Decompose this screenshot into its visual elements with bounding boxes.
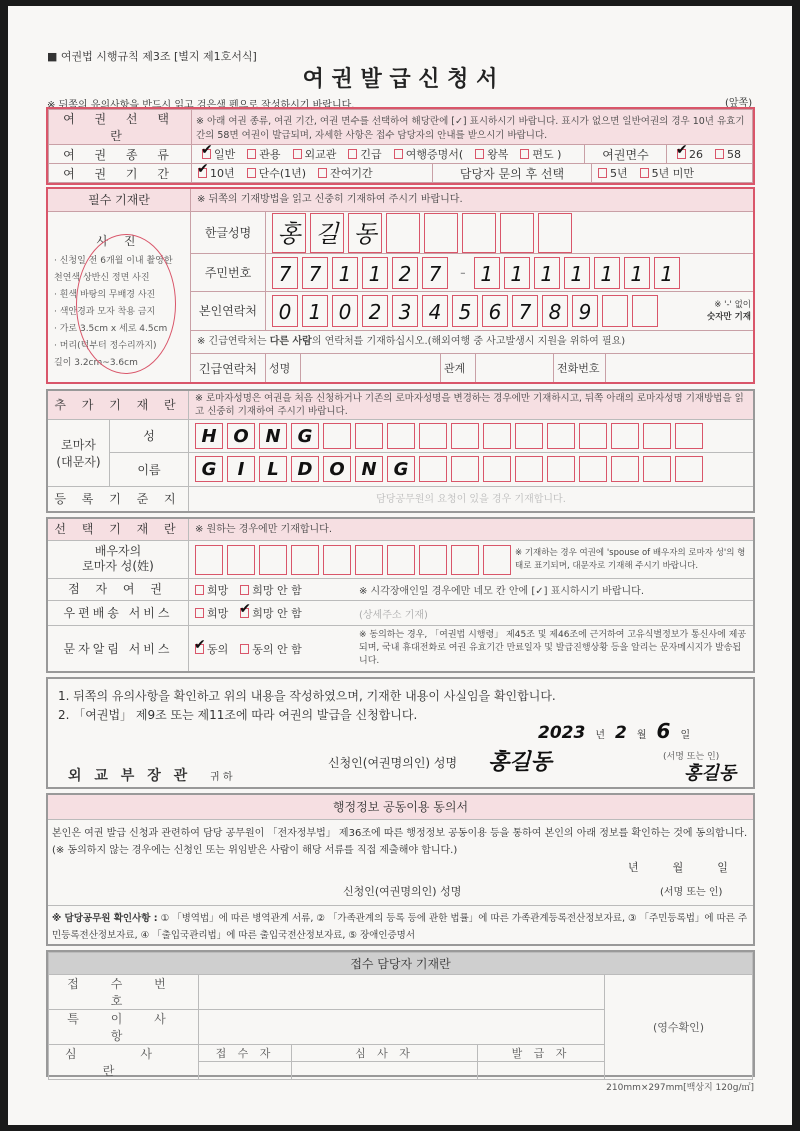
consent-title: 행정정보 공동이용 동의서 xyxy=(48,795,753,820)
spouse-char-box[interactable] xyxy=(355,545,383,575)
checkbox[interactable] xyxy=(348,149,357,159)
option-label: 단수(1년) xyxy=(258,167,307,180)
spouse-surname-input[interactable] xyxy=(195,545,515,575)
char-box[interactable] xyxy=(643,423,671,449)
option-types[interactable] xyxy=(241,148,280,161)
checkbox[interactable] xyxy=(394,149,403,159)
remarks-field xyxy=(199,1010,605,1045)
period-label: 여 권 기 간 xyxy=(49,164,192,183)
char-box[interactable]: 1 xyxy=(362,257,388,289)
applicant-signature[interactable]: 홍길동 xyxy=(684,763,737,784)
option-mail[interactable] xyxy=(234,607,302,620)
remarks-label: 특 이 사 항 xyxy=(49,1010,199,1045)
selection-label: 여 권 선 택 란 xyxy=(49,110,192,145)
emergency-notice-pre: ※ 긴급연락처는 xyxy=(197,336,270,347)
em-name-input[interactable] xyxy=(301,354,441,382)
photo-guideline: · 색안경과 모자 착용 금지 xyxy=(54,307,156,317)
spouse-char-box[interactable] xyxy=(195,545,223,575)
char-box[interactable] xyxy=(451,456,479,482)
char-box[interactable] xyxy=(515,456,543,482)
option-mail[interactable] xyxy=(189,607,228,620)
receiver-field xyxy=(199,1062,292,1080)
header-notice: ※ 뒤쪽의 유의사항을 반드시 읽고 검은색 펜으로 작성하시기 바랍니다. xyxy=(47,100,355,111)
option-label: 편도 ) xyxy=(532,148,562,161)
day-unit: 일 xyxy=(680,730,691,741)
option-label: 긴급 xyxy=(360,148,382,161)
reviewer-label: 심 사 자 xyxy=(292,1045,478,1062)
consent-applicant-label: 신청인(여권명의인) 성명 xyxy=(343,885,462,898)
char-box[interactable] xyxy=(611,423,639,449)
staff-section xyxy=(46,950,755,1077)
page-side: (앞쪽) xyxy=(725,98,753,109)
checkbox[interactable] xyxy=(198,168,207,178)
option-label: 희망 xyxy=(207,583,229,597)
char-box[interactable]: 3 xyxy=(392,295,418,327)
required-section xyxy=(46,187,755,384)
option-label: 10년 xyxy=(210,167,235,180)
char-box[interactable] xyxy=(419,423,447,449)
photo-guideline: · 머리(턱부터 정수리까지) xyxy=(54,341,157,351)
char-box[interactable]: L xyxy=(259,456,287,482)
mail-row xyxy=(189,601,753,626)
required-label: 필수 기재란 xyxy=(48,189,191,212)
optional-label: 선 택 기 재 란 xyxy=(48,519,189,541)
char-box[interactable]: G xyxy=(195,456,223,482)
char-box[interactable]: 홍 xyxy=(272,213,306,253)
option-types[interactable] xyxy=(196,148,235,161)
pages-label: 여권면수 xyxy=(584,145,666,164)
braille-label: 점 자 여 권 xyxy=(48,579,189,601)
char-box[interactable]: O xyxy=(323,456,351,482)
checkbox[interactable] xyxy=(640,168,649,178)
emergency-notice-bold: 다른 사람 xyxy=(269,336,312,347)
option-label: 일반 xyxy=(214,148,236,161)
option-label: 희망 안 함 xyxy=(252,583,302,597)
phone-label: 본인연락처 xyxy=(191,292,266,330)
option-label: 5년 미만 xyxy=(651,167,694,180)
char-box[interactable] xyxy=(424,213,458,253)
period-options xyxy=(192,164,753,183)
application-date[interactable] xyxy=(538,719,690,743)
sms-note: ※ 동의하는 경우, 「여권법 시행령」 제45조 및 제46조에 근거하여 고유식별정보가 통신사에 제공되며, 국내 휴대전화로 여권 유효기간 만료일자 및 발급진행상황 등을 알리는 문자메시지가 발송됩니다. xyxy=(359,630,747,666)
sms-row xyxy=(189,626,753,671)
char-box[interactable]: 5 xyxy=(452,295,478,327)
char-box[interactable]: 동 xyxy=(348,213,382,253)
char-box[interactable] xyxy=(462,213,496,253)
checkbox[interactable] xyxy=(240,608,249,618)
char-box[interactable] xyxy=(602,295,628,327)
type-label: 여 권 종 류 xyxy=(49,145,192,164)
option-types[interactable] xyxy=(287,148,337,161)
official-check-items xyxy=(48,905,753,944)
rrn-label: 주민번호 xyxy=(191,254,266,291)
option-pages[interactable] xyxy=(709,148,741,161)
official-check-title: ※ 담당공무원 확인사항 : xyxy=(52,913,158,924)
emergency-label: 긴급연락처 xyxy=(191,354,266,382)
char-box[interactable] xyxy=(632,295,658,327)
char-box[interactable]: 7 xyxy=(512,295,538,327)
char-box[interactable]: G xyxy=(291,423,319,449)
char-box[interactable] xyxy=(515,423,543,449)
char-box[interactable] xyxy=(611,456,639,482)
char-box[interactable]: 1 xyxy=(654,257,680,289)
char-box[interactable]: O xyxy=(227,423,255,449)
option-consult[interactable] xyxy=(634,165,694,181)
rrn-dash: - xyxy=(460,263,466,282)
option-braille[interactable] xyxy=(189,584,228,597)
char-box[interactable]: 8 xyxy=(542,295,568,327)
char-box[interactable] xyxy=(643,456,671,482)
char-box[interactable] xyxy=(547,456,575,482)
review-label: 심 사 란 xyxy=(49,1045,199,1080)
month-unit: 월 xyxy=(636,730,647,741)
char-box[interactable] xyxy=(483,456,511,482)
addressee: 외 교 부 장 관 xyxy=(68,768,192,784)
mail-label: 우편배송 서비스 xyxy=(48,601,189,626)
option-label: 26 xyxy=(688,147,703,161)
spouse-char-box[interactable] xyxy=(227,545,255,575)
checkbox[interactable] xyxy=(520,149,529,159)
option-label: 희망 안 함 xyxy=(252,607,302,620)
checkbox[interactable] xyxy=(195,608,204,618)
char-box[interactable]: 1 xyxy=(332,257,358,289)
roman-label: 로마자 xyxy=(61,438,96,452)
char-box[interactable]: N xyxy=(259,423,287,449)
option-label: 잔여기간 xyxy=(330,167,373,180)
selection-notice: ※ 아래 여권 종류, 여권 기간, 여권 면수를 선택하여 해당란에 [✓] 표시하시기 바랍니다. 표시가 없으면 일반여권의 경우 10년 유효기간의 58면 여권이 발급되며, 자세한 사항은 접수 담당자의 안내를 받으시기 바랍니다. xyxy=(192,110,753,145)
braille-row xyxy=(189,579,753,601)
declaration-section xyxy=(46,677,755,789)
option-periods[interactable] xyxy=(312,165,373,181)
char-box[interactable]: I xyxy=(227,456,255,482)
issuer-label: 발 급 자 xyxy=(478,1045,605,1062)
spouse-label-2: 로마자 성(姓) xyxy=(82,559,154,573)
char-box[interactable] xyxy=(675,456,703,482)
honorific: 귀 하 xyxy=(210,772,233,783)
option-label: 희망 xyxy=(207,607,229,620)
checkbox[interactable] xyxy=(202,149,211,159)
checkbox[interactable] xyxy=(677,149,686,159)
checkbox[interactable] xyxy=(240,644,249,654)
spouse-char-box[interactable] xyxy=(259,545,287,575)
surname-input[interactable] xyxy=(189,420,753,453)
option-label: 5년 xyxy=(610,167,628,180)
checkbox[interactable] xyxy=(195,644,204,654)
photo-guideline: 길이 3.2cm~3.6cm xyxy=(54,358,138,368)
receipt-no-field xyxy=(199,975,605,1010)
option-types[interactable] xyxy=(342,148,381,161)
staff-title: 접수 담당자 기재란 xyxy=(49,953,753,975)
issuer-field xyxy=(478,1062,605,1080)
optional-section xyxy=(46,517,755,673)
rrn-input[interactable] xyxy=(266,257,684,289)
option-label: 외교관 xyxy=(304,148,337,161)
char-box[interactable]: 7 xyxy=(272,257,298,289)
korean-name-input[interactable] xyxy=(266,213,576,253)
official-check-body: ① 「병역법」에 따른 병역관계 서류, ② 「가족관계의 등록 등에 관한 법률」에 따른 가족관계등록전산정보자료, ③ 「주민등록법」에 따른 주민등록전산정보자료, ④ 「출입국관리법」에 따른 출입국전산정보자료, ⑤ 장애인증명서 xyxy=(52,913,748,941)
year-unit: 년 xyxy=(595,730,605,741)
char-box[interactable]: 1 xyxy=(534,257,560,289)
char-box[interactable]: 2 xyxy=(392,257,418,289)
char-box[interactable]: 7 xyxy=(302,257,328,289)
char-box[interactable]: N xyxy=(355,456,383,482)
char-box[interactable]: 4 xyxy=(422,295,448,327)
photo-title: 사 진 xyxy=(96,234,142,248)
char-box[interactable] xyxy=(579,456,607,482)
char-box[interactable]: 1 xyxy=(624,257,650,289)
char-box[interactable]: D xyxy=(291,456,319,482)
option-sms[interactable] xyxy=(234,643,302,656)
char-box[interactable] xyxy=(355,423,383,449)
type-options xyxy=(192,145,585,164)
consent-month-unit: 월 xyxy=(672,861,684,874)
optional-notice: ※ 원하는 경우에만 기재합니다. xyxy=(189,519,753,541)
legal-reference-text: 여권법 시행규칙 제3조 [별지 제1호서식] xyxy=(60,50,257,63)
option-label: 왕복 xyxy=(487,148,509,161)
consent-sign-label[interactable]: (서명 또는 인) xyxy=(660,887,723,898)
phone-input[interactable] xyxy=(266,295,662,327)
consent-day-unit: 일 xyxy=(717,861,728,874)
checkbox[interactable] xyxy=(318,168,327,178)
char-box[interactable]: 1 xyxy=(594,257,620,289)
consent-section xyxy=(46,793,755,946)
date-day: 6 xyxy=(656,719,671,743)
option-label: 동의 안 함 xyxy=(252,642,302,656)
em-phone-label: 전화번호 xyxy=(554,354,606,382)
payment-confirm: (영수확인) xyxy=(605,975,753,1080)
consent-date[interactable] xyxy=(628,859,728,875)
char-box[interactable] xyxy=(387,423,415,449)
char-box[interactable]: 길 xyxy=(310,213,344,253)
option-types[interactable] xyxy=(388,148,463,161)
spouse-char-box[interactable] xyxy=(387,545,415,575)
option-periods[interactable] xyxy=(192,165,235,181)
checkbox[interactable] xyxy=(475,149,484,159)
option-label: 58 xyxy=(726,147,741,161)
checkbox[interactable] xyxy=(598,168,607,178)
char-box[interactable]: 2 xyxy=(362,295,388,327)
char-box[interactable]: 7 xyxy=(422,257,448,289)
checkbox[interactable] xyxy=(195,585,204,595)
photo-area[interactable] xyxy=(48,212,191,382)
phone-row xyxy=(191,292,753,331)
consent-year-unit: 년 xyxy=(628,861,639,874)
surname-label: 성 xyxy=(110,420,189,453)
option-types[interactable] xyxy=(514,148,561,161)
emergency-notice xyxy=(191,331,753,354)
option-sms[interactable] xyxy=(189,643,228,656)
option-label: 동의 xyxy=(207,642,229,656)
emergency-row xyxy=(191,354,753,382)
consent-body: 본인은 여권 발급 신청과 관련하여 담당 공무원이 「전자정부법」 제36조에 따른 행정정보 공동이용 등을 통하여 본인의 아래 정보를 확인하는 것에 동의합니다. (※ 동의하지 않는 경우에는 신청인 또는 위임받은 사람이 해당 서류를 직접 제출해야 합니다.) xyxy=(52,828,748,856)
applicant-name[interactable]: 홍길동 xyxy=(488,750,552,775)
consult-label: 담당자 문의 후 선택 xyxy=(432,164,592,182)
photo-oval-mark xyxy=(76,234,176,374)
option-consult[interactable] xyxy=(592,165,628,181)
option-label: 여행증명서( xyxy=(405,148,464,161)
checkbox[interactable] xyxy=(247,149,256,159)
korean-name-row xyxy=(191,212,753,254)
char-box[interactable] xyxy=(323,423,351,449)
checkbox[interactable] xyxy=(247,168,256,178)
reviewer-field xyxy=(292,1062,478,1080)
option-pages[interactable] xyxy=(671,148,703,161)
option-periods[interactable] xyxy=(241,165,306,181)
checkbox[interactable] xyxy=(240,585,249,595)
roman-sub: (대문자) xyxy=(56,455,101,469)
required-notice: ※ 뒤쪽의 기재방법을 읽고 신중히 기재하여 주시기 바랍니다. xyxy=(191,189,753,212)
checkbox[interactable] xyxy=(293,149,302,159)
char-box[interactable]: 6 xyxy=(482,295,508,327)
additional-notice: ※ 로마자성명은 여권을 처음 신청하거나 기존의 로마자성명을 변경하는 경우에만 기재하시고, 뒤쪽 아래의 로마자성명 기재방법을 읽고 신중히 기재하여 주시기 바랍니다. xyxy=(189,391,753,420)
given-name-input[interactable] xyxy=(189,453,753,487)
given-label: 이름 xyxy=(110,453,189,487)
char-box[interactable] xyxy=(538,213,572,253)
pages-options xyxy=(666,145,752,164)
sign-label: (서명 또는 인) xyxy=(663,752,720,762)
receipt-no-label: 접 수 번 호 xyxy=(49,975,199,1010)
photo-guideline: 천연색 상반신 정면 사진 xyxy=(54,273,150,283)
char-box[interactable] xyxy=(579,423,607,449)
char-box[interactable]: G xyxy=(387,456,415,482)
char-box[interactable] xyxy=(451,423,479,449)
char-box[interactable] xyxy=(419,456,447,482)
checkbox[interactable] xyxy=(715,149,724,159)
braille-note: ※ 시각장애인일 경우에만 네모 칸 안에 [✓] 표시하시기 바랍니다. xyxy=(359,586,645,597)
receiver-label: 접 수 자 xyxy=(199,1045,292,1062)
char-box[interactable] xyxy=(675,423,703,449)
additional-label: 추 가 기 재 란 xyxy=(48,391,189,420)
rrn-row xyxy=(191,254,753,292)
char-box[interactable] xyxy=(500,213,534,253)
char-box[interactable]: H xyxy=(195,423,223,449)
spouse-note: ※ 기재하는 경우 여권에 'spouse of 배우자의 로마자 성'의 형태로 표기되며, 대문자로 기재해 주시기 바랍니다. xyxy=(515,547,746,571)
char-box[interactable] xyxy=(547,423,575,449)
spouse-char-box[interactable] xyxy=(483,545,511,575)
char-box[interactable]: 1 xyxy=(504,257,530,289)
option-braille[interactable] xyxy=(234,584,302,597)
applicant-label: 신청인(여권명의인) 성명 xyxy=(328,756,458,770)
korean-name-label: 한글성명 xyxy=(191,212,266,253)
option-types[interactable] xyxy=(469,148,508,161)
photo-guideline: · 신청일 전 6개월 이내 촬영한 xyxy=(54,256,173,266)
form-title: 여 권 발 급 신 청 서 xyxy=(302,67,498,92)
spouse-char-box[interactable] xyxy=(291,545,319,575)
em-relation-input[interactable] xyxy=(476,354,554,382)
char-box[interactable] xyxy=(483,423,511,449)
em-relation-label: 관계 xyxy=(441,354,476,382)
em-phone-input[interactable] xyxy=(606,354,753,382)
mail-address-input[interactable]: (상세주소 기재) xyxy=(359,609,428,621)
char-box[interactable]: 0 xyxy=(272,295,298,327)
char-box[interactable]: 0 xyxy=(332,295,358,327)
option-label: 관용 xyxy=(259,148,281,161)
char-box[interactable]: 9 xyxy=(572,295,598,327)
emergency-notice-post: 의 연락처를 기재하십시오.(해외여행 중 사고발생시 지원을 위하여 필요) xyxy=(311,336,626,347)
phone-note-2: 숫자만 기재 xyxy=(706,312,751,322)
photo-guideline: · 흰색 바탕의 무배경 사진 xyxy=(54,290,156,300)
phone-note-1: ※ '-' 없이 xyxy=(714,300,751,310)
sms-label: 문자알림 서비스 xyxy=(48,626,189,671)
passport-selection-section xyxy=(46,107,755,185)
declaration-line-1: 1. 뒤쪽의 유의사항을 확인하고 위의 내용을 작성하였으며, 기재한 내용이 사실임을 확인합니다. xyxy=(58,689,556,703)
em-name-label: 성명 xyxy=(266,354,301,382)
domicile-input[interactable]: 담당공무원의 요청이 있을 경우 기재합니다. xyxy=(376,494,566,505)
spouse-char-box[interactable] xyxy=(419,545,447,575)
char-box[interactable]: 1 xyxy=(302,295,328,327)
char-box[interactable]: 1 xyxy=(564,257,590,289)
spouse-char-box[interactable] xyxy=(323,545,351,575)
legal-reference: ■ 여권법 시행규칙 제3조 [별지 제1호서식] xyxy=(47,50,257,63)
photo-guideline: · 가로 3.5cm x 세로 4.5cm xyxy=(54,324,168,334)
declaration-line-2: 2. 「여권법」 제9조 또는 제11조에 따라 여권의 발급을 신청합니다. xyxy=(58,708,418,722)
domicile-label: 등 록 기 준 지 xyxy=(48,487,189,511)
additional-section xyxy=(46,389,755,513)
spouse-row xyxy=(189,541,753,579)
date-year: 2023 xyxy=(538,723,586,743)
char-box[interactable] xyxy=(386,213,420,253)
spouse-label-1: 배우자의 xyxy=(94,544,142,558)
date-month: 2 xyxy=(615,723,627,743)
char-box[interactable]: 1 xyxy=(474,257,500,289)
spouse-char-box[interactable] xyxy=(451,545,479,575)
paper-spec: 210mm×297mm[백상지 120g/㎡] xyxy=(606,1083,754,1093)
